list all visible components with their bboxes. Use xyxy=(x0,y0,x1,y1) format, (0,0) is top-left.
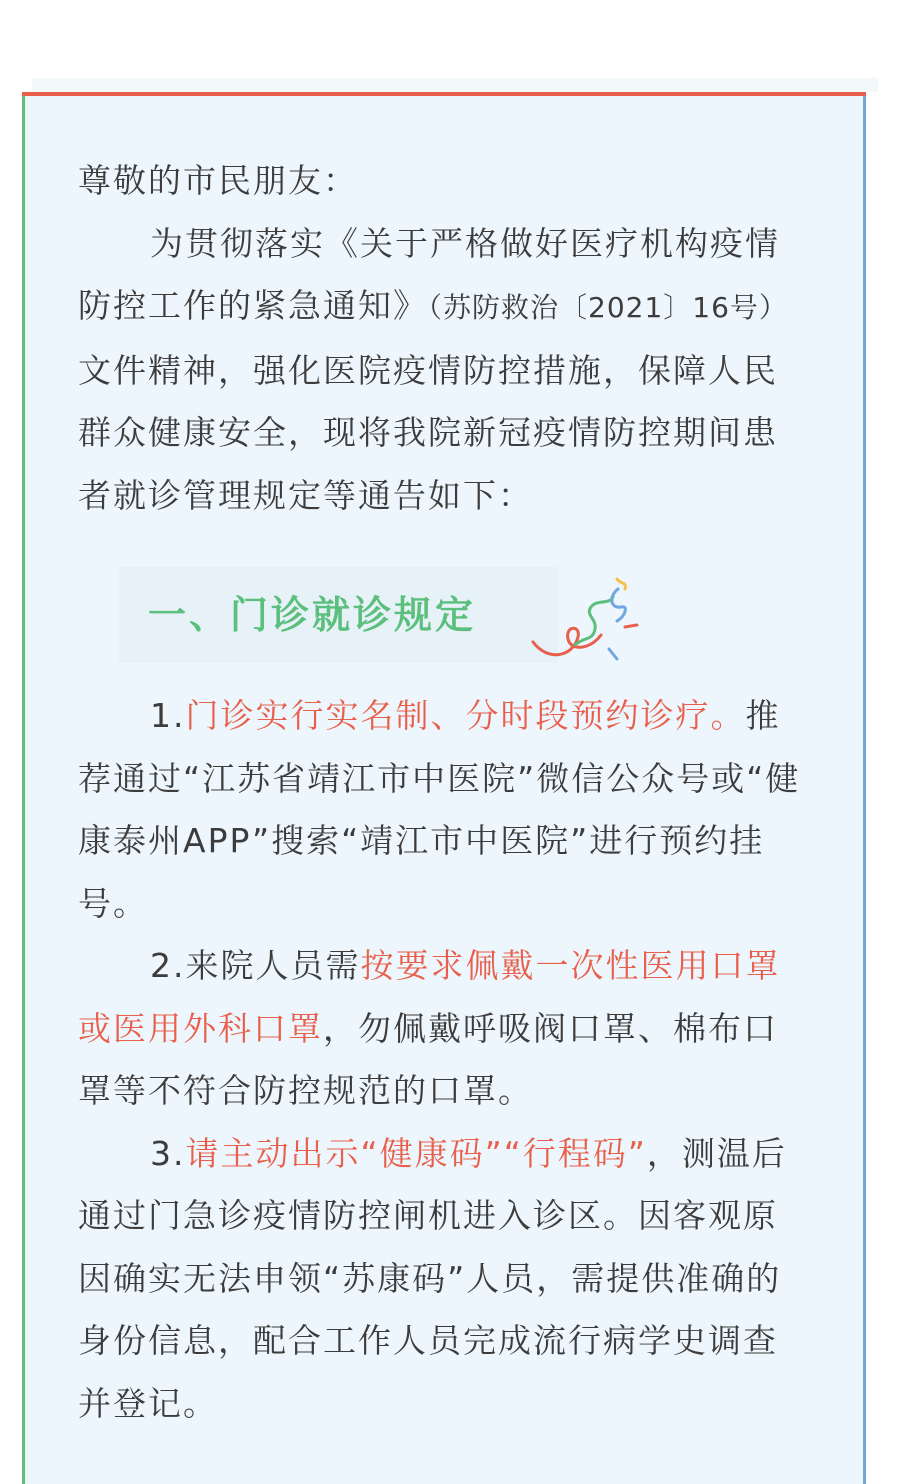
rule-prefix: 来院人员需 xyxy=(185,946,361,985)
intro-paragraph xyxy=(78,213,808,528)
intro-text: 为贯彻落实《关于严格做好医疗机构疫情防控工作的紧急通知》 xyxy=(78,223,780,325)
rule-number: 3. xyxy=(150,1133,186,1173)
rule-item-2 xyxy=(78,935,808,1123)
rule-number: 1. xyxy=(150,696,186,735)
rule-text: 推荐通过“江苏省靖江市中医院”微信公众号或“健康泰州APP”搜索“靖江市中医院”进行预约挂号。 xyxy=(78,696,801,923)
rule-item-1 xyxy=(78,685,808,935)
rule-text: ，勿佩戴呼吸阀口罩、棉布口罩等不符合防控规范的口罩。 xyxy=(78,1008,778,1110)
notice-content xyxy=(78,150,808,1435)
confetti-decoration-icon xyxy=(513,567,643,677)
intro-text-rest: 文件精神，强化医院疫情防控措施，保障人民群众健康安全，现将我院新冠疫情防控期间患者就诊管理规定等通告如下： xyxy=(78,350,778,515)
section-title: 一、门诊就诊规定 xyxy=(148,593,477,637)
section-heading xyxy=(118,567,558,663)
rule-item-3 xyxy=(78,1123,808,1436)
card-top-border xyxy=(22,92,866,96)
rule-highlight: 请主动出示“健康码”“行程码” xyxy=(185,1133,647,1173)
greeting: 尊敬的市民朋友： xyxy=(78,161,358,200)
rule-highlight: 门诊实行实名制、分时段预约诊疗。 xyxy=(185,696,746,735)
intro-doc-number: （苏防救治〔2021〕16号） xyxy=(428,291,788,324)
rule-number: 2. xyxy=(150,946,186,985)
card-shadow xyxy=(32,78,878,92)
rule-text: ，测温后通过门急诊疫情防控闸机进入诊区。因客观原因确实无法申领“苏康码”人员，需提供准确的身份信息，配合工作人员完成流行病学史调查并登记。 xyxy=(78,1133,787,1423)
rule-highlight: 按要求佩戴一次性医用口罩或医用外科口罩 xyxy=(78,946,781,1048)
